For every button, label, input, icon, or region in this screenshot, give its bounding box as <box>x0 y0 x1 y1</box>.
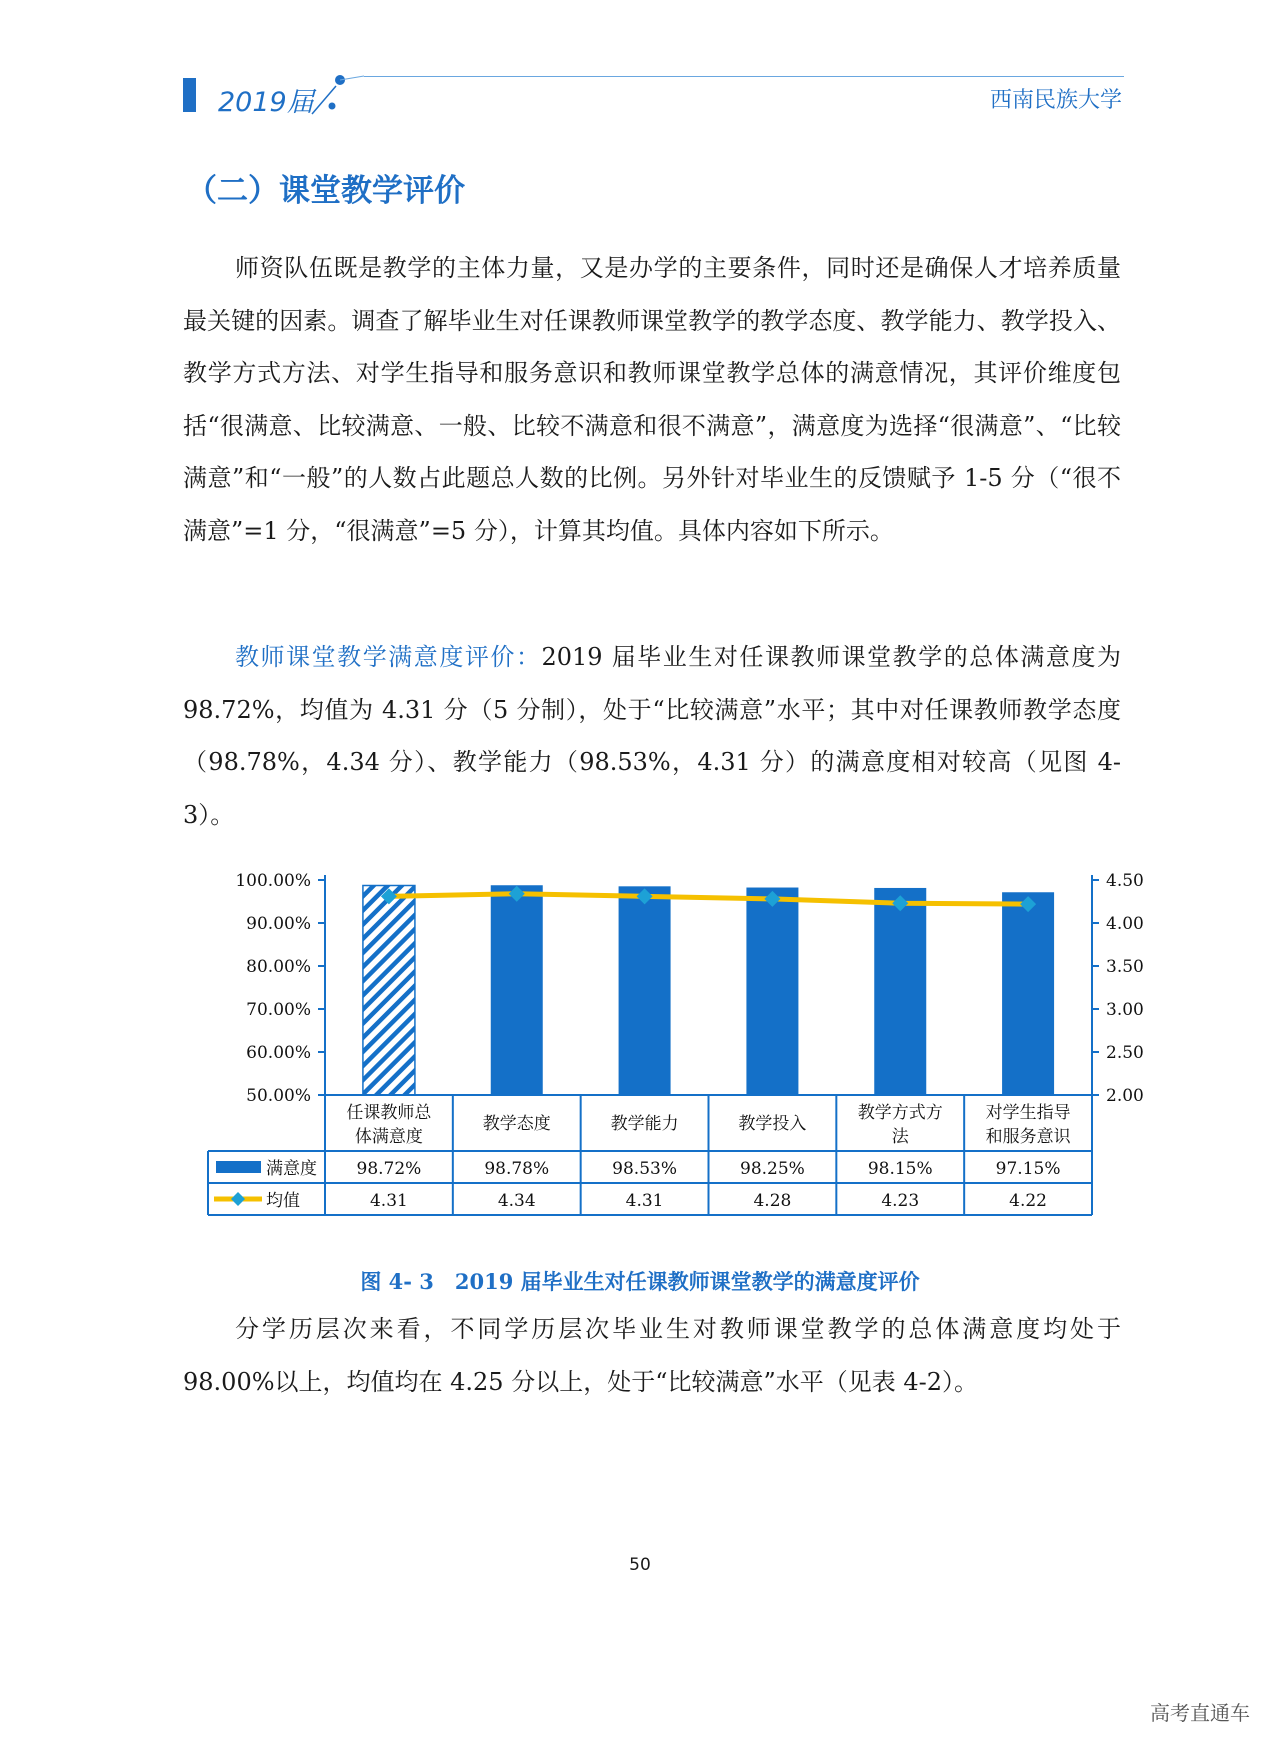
category-label: 法 <box>891 1127 909 1147</box>
satisfaction-body: 2019 届毕业生对任课教师课堂教学的总体满意度为 98.72%，均值为 4.31 分（5 分制），处于“比较满意”水平；其中对任课教师教学态度（98.78%，4.34 分）、教学能力（98.53%，4.31 分）的满意度相对较高（见图 4-3）。 <box>183 643 1121 829</box>
intro-paragraph: 师资队伍既是教学的主体力量，又是办学的主要条件，同时还是确保人才培养质量最关键的因素。调查了解毕业生对任课教师课堂教学的教学态度、教学能力、教学投入、教学方式方法、对学生指导和服务意识和教师课堂教学总体的满意情况，其评价维度包括“很满意、比较满意、一般、比较不满意和很不满意”，满意度为选择“很满意”、“比较满意”和“一般”的人数占此题总人数的比例。另外针对毕业生的反馈赋予 1-5 分（“很不满意”=1 分，“很满意”=5 分），计算其均值。具体内容如下所示。 <box>183 254 1121 545</box>
figure-caption: 图 4- 3 2019 届毕业生对任课教师课堂教学的满意度评价 <box>360 1269 920 1294</box>
category-label: 教学能力 <box>610 1114 679 1134</box>
mean-value-label: 4.23 <box>881 1191 920 1211</box>
bar-value-label: 98.72% <box>356 1159 422 1179</box>
bar-1 <box>491 885 543 1095</box>
right-tick-label: 3.00 <box>1106 1000 1144 1020</box>
mean-value-label: 4.31 <box>369 1191 408 1211</box>
bar-value-label: 98.78% <box>484 1159 550 1179</box>
category-label: 体满意度 <box>354 1127 423 1147</box>
right-tick-label: 4.00 <box>1106 914 1144 934</box>
bar-value-label: 98.15% <box>867 1159 933 1179</box>
bar-value-label: 97.15% <box>995 1159 1061 1179</box>
category-label: 教学态度 <box>482 1114 551 1134</box>
right-tick-label: 2.00 <box>1106 1086 1144 1106</box>
header-year: 2019届 <box>218 87 314 118</box>
header-accent-bar <box>183 78 196 112</box>
left-tick-label: 60.00% <box>246 1043 311 1063</box>
category-label: 对学生指导 <box>985 1103 1071 1123</box>
header-university: 西南民族大学 <box>989 88 1122 113</box>
right-tick-label: 2.50 <box>1106 1043 1144 1063</box>
education-level-paragraph: 分学历层次来看，不同学历层次毕业生对教师课堂教学的总体满意度均处于 98.00%以上，均值均在 4.25 分以上，处于“比较满意”水平（见表 4-2）。 <box>183 1315 1121 1396</box>
header-decor-icon <box>310 72 370 116</box>
bar-4 <box>874 888 926 1095</box>
legend-line-marker <box>231 1192 245 1206</box>
category-label: 和服务意识 <box>985 1127 1071 1147</box>
right-tick-label: 3.50 <box>1106 957 1144 977</box>
mean-value-label: 4.34 <box>497 1191 536 1211</box>
left-tick-label: 70.00% <box>246 1000 311 1020</box>
left-tick-label: 80.00% <box>246 957 311 977</box>
mean-line <box>389 894 1028 904</box>
legend-bar-swatch <box>216 1161 261 1173</box>
right-tick-label: 4.50 <box>1106 871 1144 891</box>
bar-value-label: 98.53% <box>612 1159 677 1179</box>
satisfaction-lead: 教师课堂教学满意度评价： <box>235 643 542 671</box>
left-tick-label: 90.00% <box>246 914 311 934</box>
legend-bar-label: 满意度 <box>266 1159 317 1179</box>
left-tick-label: 50.00% <box>246 1086 311 1106</box>
satisfaction-chart <box>0 860 1280 1240</box>
chart-svg <box>0 860 1280 1240</box>
left-tick-label: 100.00% <box>235 871 311 891</box>
bar-5 <box>1002 892 1054 1095</box>
category-label: 任课教师总 <box>346 1103 432 1123</box>
mean-value-label: 4.22 <box>1009 1191 1048 1211</box>
bar-0 <box>363 886 415 1095</box>
mean-value-label: 4.28 <box>753 1191 792 1211</box>
bar-3 <box>746 888 798 1095</box>
satisfaction-paragraph <box>183 631 1121 841</box>
category-label: 教学投入 <box>738 1114 807 1134</box>
bar-2 <box>619 886 671 1095</box>
category-label: 教学方式方 <box>857 1103 943 1123</box>
watermark: 高考直通车 <box>1150 1701 1250 1725</box>
page-number: 50 <box>629 1555 651 1575</box>
section-title: （二）课堂教学评价 <box>186 173 465 209</box>
mean-value-label: 4.31 <box>625 1191 664 1211</box>
legend-line-label: 均值 <box>266 1191 300 1211</box>
header-rule <box>364 76 1124 77</box>
bar-value-label: 98.25% <box>740 1159 805 1179</box>
